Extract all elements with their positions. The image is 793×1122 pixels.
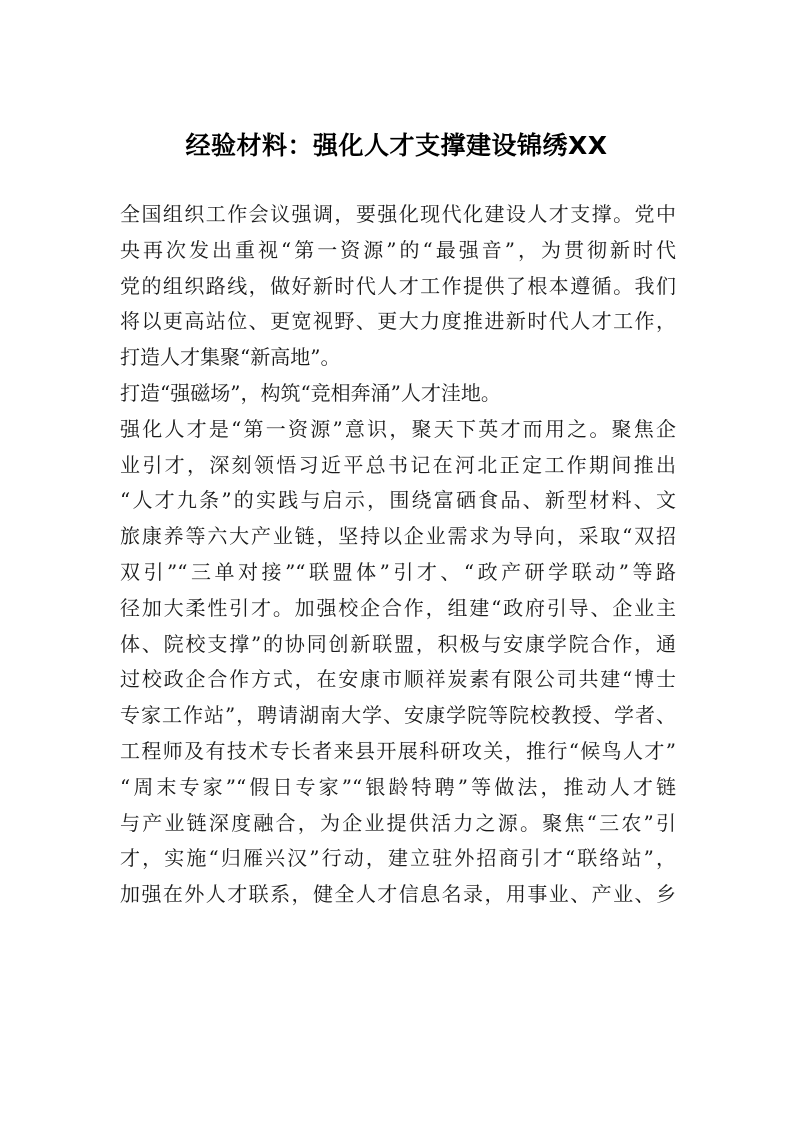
text-line: 旅康养等六大产业链，坚持以企业需求为导向，采取“双招 xyxy=(120,524,676,549)
text-line: 强化人才是“第一资源”意识，聚天下英才而用之。聚焦企 xyxy=(120,416,676,441)
text-line: 过校政企合作方式，在安康市顺祥炭素有限公司共建“博士 xyxy=(120,667,676,692)
text-line: 才，实施“归雁兴汉”行动，建立驻外招商引才“联络站”， xyxy=(120,846,676,871)
text-line: 双引”“三单对接”“联盟体”引才、“政产研学联动”等路 xyxy=(120,559,676,584)
text-line: “周末专家”“假日专家”“银龄特聘”等做法，推动人才链 xyxy=(120,774,676,799)
text-line: 全国组织工作会议强调，要强化现代化建设人才支撑。党中 xyxy=(120,202,676,226)
text-line: “人才九条”的实践与启示，围绕富硒食品、新型材料、文 xyxy=(120,488,676,513)
text-line: 径加大柔性引才。加强校企合作，组建“政府引导、企业主 xyxy=(120,595,676,620)
text-line: 将以更高站位、更宽视野、更大力度推进新时代人才工作， xyxy=(120,309,676,334)
text-line: 业引才，深刻领悟习近平总书记在河北正定工作期间推出 xyxy=(120,452,676,477)
document-title: 经验材料：强化人才支撑建设锦绣XX xyxy=(185,131,608,160)
text-line: 体、院校支撑”的协同创新联盟，积极与安康学院合作，通 xyxy=(120,631,676,656)
text-line: 央再次发出重视“第一资源”的“最强音”，为贯彻新时代 xyxy=(120,237,676,262)
text-line: 与产业链深度融合，为企业提供活力之源。聚焦“三农”引 xyxy=(120,810,676,835)
text-line: 加强在外人才联系，健全人才信息名录，用事业、产业、乡 xyxy=(120,882,676,907)
text-line: 打造“强磁场”，构筑“竞相奔涌”人才洼地。 xyxy=(120,380,501,405)
text-line: 打造人才集聚“新高地”。 xyxy=(120,345,341,370)
document-body xyxy=(120,197,676,913)
text-line: 党的组织路线，做好新时代人才工作提供了根本遵循。我们 xyxy=(120,273,676,298)
text-line: 专家工作站”，聘请湖南大学、安康学院等院校教授、学者、 xyxy=(120,703,676,728)
text-line: 工程师及有技术专长者来县开展科研攻关，推行“候鸟人才” xyxy=(120,738,676,763)
